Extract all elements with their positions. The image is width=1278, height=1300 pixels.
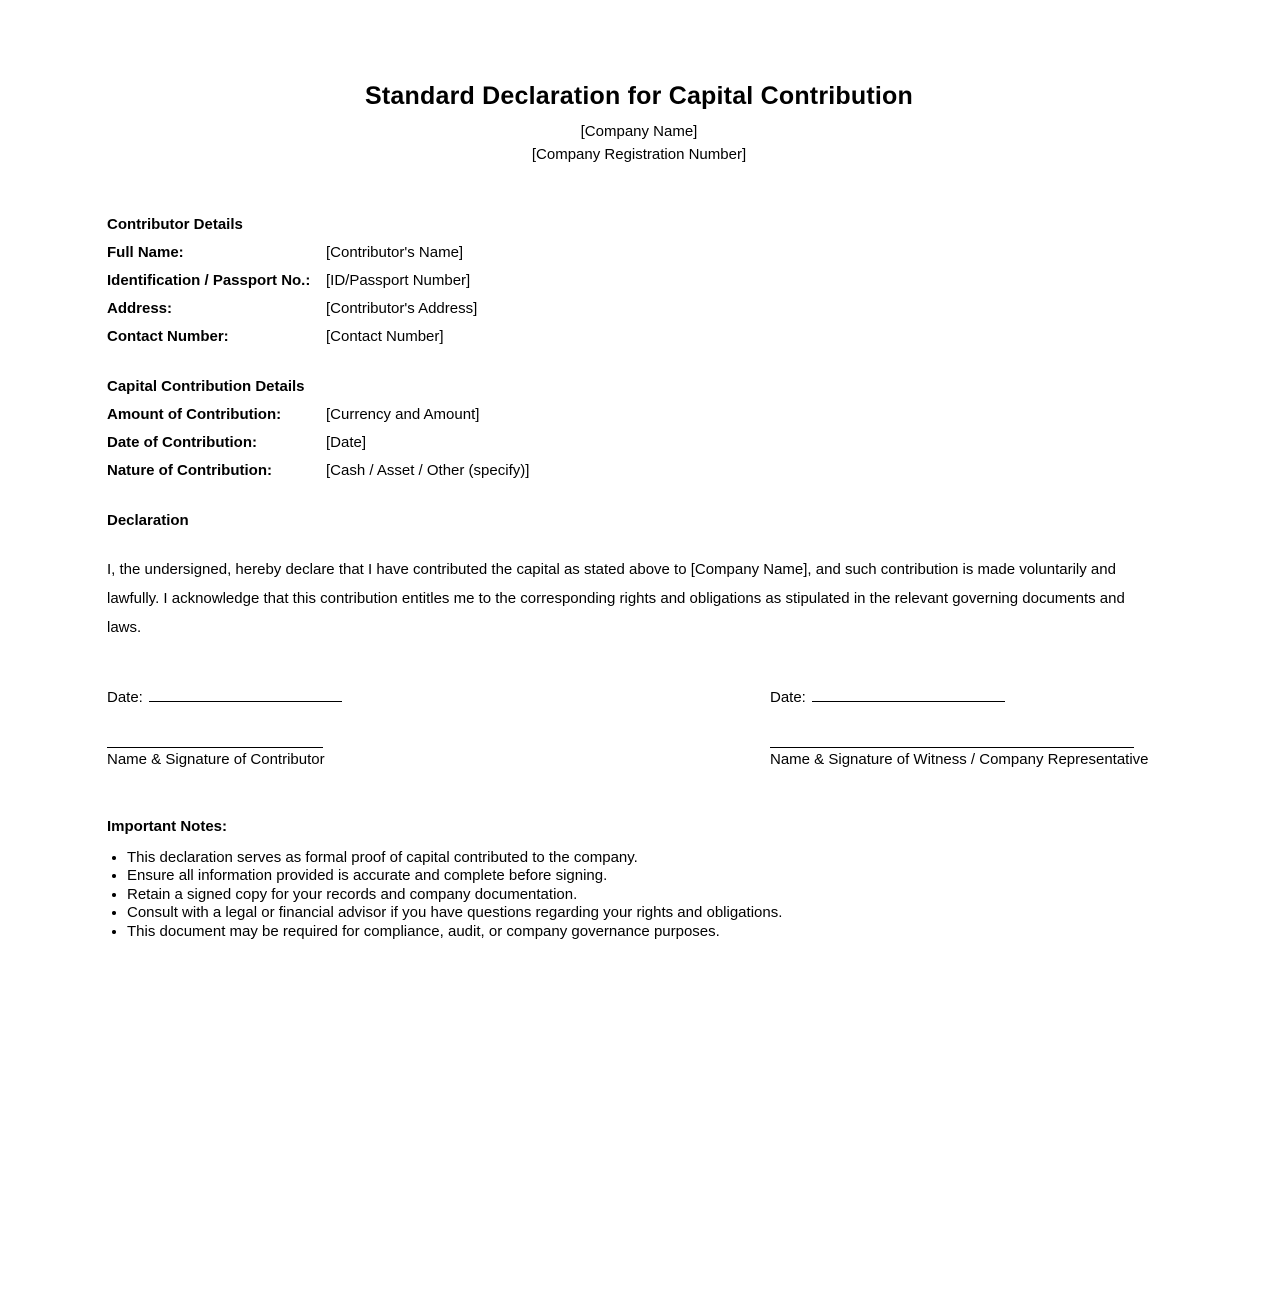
note-item: • Ensure all information provided is accurate and complete before signing. [127,867,1171,885]
detail-label: Full Name: [107,244,184,261]
signature-name-label: Name & Signature of Contributor [107,751,325,768]
signature-area [107,688,1171,770]
notes-list [107,849,1171,941]
signature-line [770,747,1134,748]
date-row [107,688,607,708]
contributor-details-heading: Contributor Details [107,216,243,233]
detail-value: [ID/Passport Number] [326,272,471,289]
page-title: Standard Declaration for Capital Contribution [365,82,913,110]
note-item: • Consult with a legal or financial advisor if you have questions regarding your rights and obligations. [127,904,1171,922]
note-item: • Retain a signed copy for your records and company documentation. [127,886,1171,904]
detail-row [107,239,1171,267]
detail-label: Contact Number: [107,328,229,345]
date-label: Date: [770,689,806,706]
section-important-notes [107,813,1171,941]
company-name-placeholder: [Company Name] [580,123,698,140]
contribution-details-heading: Capital Contribution Details [107,378,305,395]
detail-label: Date of Contribution: [107,434,257,451]
detail-value: [Contributor's Name] [326,244,464,261]
detail-row [107,401,1171,429]
detail-value: [Contributor's Address] [326,300,478,317]
detail-value: [Contact Number] [326,328,444,345]
detail-label: Identification / Passport No.: [107,272,311,289]
section-declaration [107,507,1171,642]
detail-value: [Currency and Amount] [326,406,480,423]
detail-row [107,267,1171,295]
detail-row [107,323,1171,351]
company-registration-placeholder: [Company Registration Number] [531,146,747,163]
signature-block-contributor [107,688,607,770]
signature-name-label: Name & Signature of Witness / Company Representative [770,751,1149,768]
note-item: • This declaration serves as formal proof of capital contributed to the company. [127,849,1171,867]
signature-line [107,747,323,748]
date-label: Date: [107,689,143,706]
section-contribution-details [107,373,1171,485]
detail-label: Amount of Contribution: [107,406,282,423]
declaration-paragraph: I, the undersigned, hereby declare that I have contributed the capital as stated above to [Company Name], and such contribution is made voluntarily and lawfully. I acknowledge that this contribution entitles me to the corresponding rights and obligations as stipulated in the relevant governing documents and laws. [107,561,1125,636]
detail-value: [Date] [326,434,367,451]
declaration-heading: Declaration [107,512,189,529]
detail-label: Nature of Contribution: [107,462,272,479]
detail-label: Address: [107,300,173,317]
date-row [770,688,1171,708]
section-contributor-details [107,211,1171,351]
note-item: • This document may be required for compliance, audit, or company governance purposes. [127,923,1171,941]
date-blank-line [812,688,1005,702]
detail-row [107,295,1171,323]
detail-row [107,457,1171,485]
detail-row [107,429,1171,457]
company-header [107,120,1171,166]
detail-value: [Cash / Asset / Other (specify)] [326,462,530,479]
date-blank-line [149,688,342,702]
important-notes-heading: Important Notes: [107,818,227,835]
signature-block-witness [770,688,1171,770]
